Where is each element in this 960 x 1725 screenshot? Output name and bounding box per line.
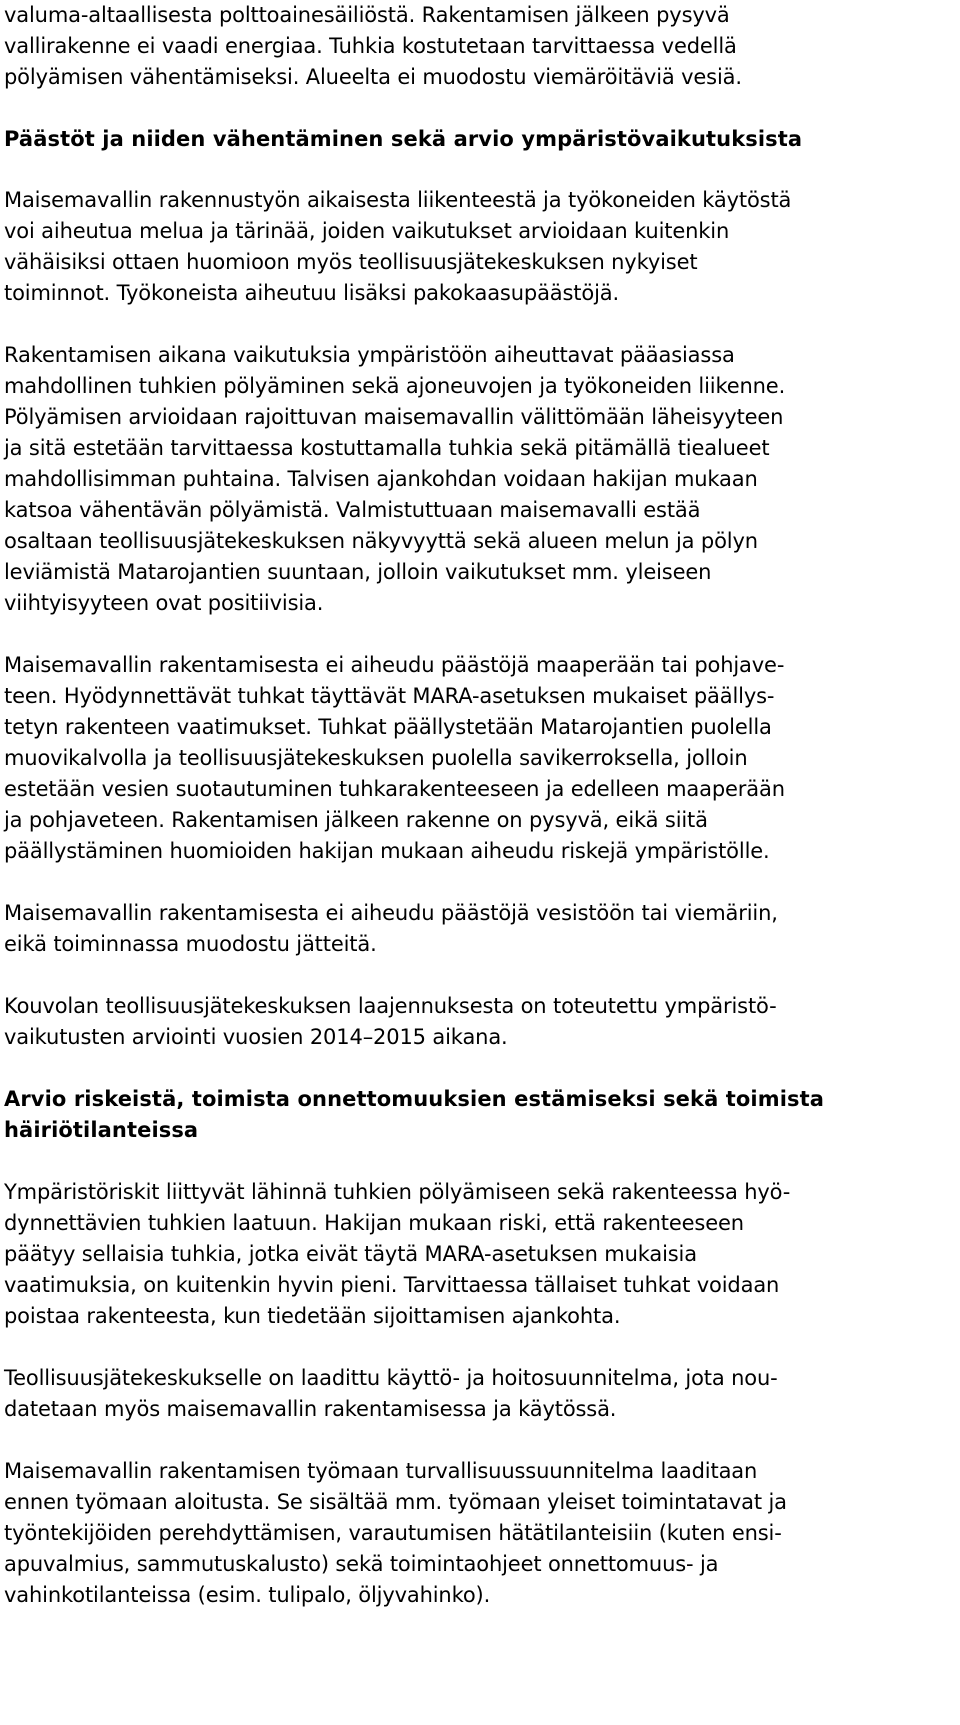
paragraph-line: Maisemavallin rakentamisesta ei aiheudu päästöjä maaperään tai pohjave- [4,653,785,677]
paragraph-line: osaltaan teollisuusjätekeskuksen näkyvyyttä sekä alueen melun ja pölyn [4,529,758,553]
paragraph-line: teen. Hyödynnettävät tuhkat täyttävät MARA-asetuksen mukaiset päällys- [4,684,775,708]
paragraph-line: ja pohjaveteen. Rakentamisen jälkeen rakenne on pysyvä, eikä siitä [4,808,708,832]
paragraph-line: Ympäristöriskit liittyvät lähinnä tuhkien pölyämiseen sekä rakenteessa hyö- [4,1180,791,1204]
paragraph-line: voi aiheutua melua ja tärinää, joiden vaikutukset arvioidaan kuitenkin [4,219,730,243]
paragraph-line: mahdollinen tuhkien pölyäminen sekä ajoneuvojen ja työkoneiden liikenne. [4,374,786,398]
paragraph-line: Kouvolan teollisuusjätekeskuksen laajennuksesta on toteutettu ympäristö- [4,994,777,1018]
section-heading: Päästöt ja niiden vähentäminen sekä arvio ympäristövaikutuksista [4,127,803,151]
paragraph-line: vahinkotilanteissa (esim. tulipalo, öljyvahinko). [4,1583,491,1607]
paragraph-line: päätyy sellaisia tuhkia, jotka eivät täytä MARA-asetuksen mukaisia [4,1242,697,1266]
paragraph-line: datetaan myös maisemavallin rakentamisessa ja käytössä. [4,1397,617,1421]
paragraph-line: Maisemavallin rakentamisesta ei aiheudu päästöjä vesistöön tai viemäriin, [4,901,778,925]
paragraph-line: vallirakenne ei vaadi energiaa. Tuhkia kostutetaan tarvittaessa vedellä [4,34,737,58]
paragraph-line: Maisemavallin rakentamisen työmaan turvallisuussuunnitelma laaditaan [4,1459,758,1483]
paragraph-line: päällystäminen huomioiden hakijan mukaan aiheudu riskejä ympäristölle. [4,839,770,863]
paragraph-line: Teollisuusjätekeskukselle on laadittu käyttö- ja hoitosuunnitelma, jota nou- [4,1366,778,1390]
paragraph-line: valuma-altaallisesta polttoainesäiliöstä. Rakentamisen jälkeen pysyvä [4,3,730,27]
paragraph-line: ja sitä estetään tarvittaessa kostuttamalla tuhkia sekä pitämällä tiealueet [4,436,770,460]
paragraph-line: katsoa vähentävän pölyämistä. Valmistuttuaan maisemavalli estää [4,498,701,522]
paragraph-line: ennen työmaan aloitusta. Se sisältää mm. työmaan yleiset toimintatavat ja [4,1490,787,1514]
paragraph-line: toiminnot. Työkoneista aiheutuu lisäksi pakokaasupäästöjä. [4,281,620,305]
paragraph-line: viihtyisyyteen ovat positiivisia. [4,591,324,615]
paragraph-line: leviämistä Matarojantien suuntaan, jolloin vaikutukset mm. yleiseen [4,560,712,584]
paragraph-line: Pölyämisen arvioidaan rajoittuvan maisemavallin välittömään läheisyyteen [4,405,784,429]
paragraph-line: estetään vesien suotautuminen tuhkarakenteeseen ja edelleen maaperään [4,777,785,801]
paragraph-line: työntekijöiden perehdyttämisen, varautumisen hätätilanteisiin (kuten ensi- [4,1521,782,1545]
paragraph-line: vähäisiksi ottaen huomioon myös teollisuusjätekeskuksen nykyiset [4,250,698,274]
paragraph-line: mahdollisimman puhtaina. Talvisen ajankohdan voidaan hakijan mukaan [4,467,758,491]
paragraph-line: dynnettävien tuhkien laatuun. Hakijan mukaan riski, että rakenteeseen [4,1211,744,1235]
section-heading: Arvio riskeistä, toimista onnettomuuksien estämiseksi sekä toimista [4,1087,825,1111]
section-heading: häiriötilanteissa [4,1118,199,1142]
paragraph-line: Maisemavallin rakennustyön aikaisesta liikenteestä ja työkoneiden käytöstä [4,188,792,212]
paragraph-line: apuvalmius, sammutuskalusto) sekä toimintaohjeet onnettomuus- ja [4,1552,719,1576]
paragraph-line: poistaa rakenteesta, kun tiedetään sijoittamisen ajankohta. [4,1304,621,1328]
paragraph-line: vaikutusten arviointi vuosien 2014–2015 aikana. [4,1025,508,1049]
paragraph-line: eikä toiminnassa muodostu jätteitä. [4,932,377,956]
paragraph-line: Rakentamisen aikana vaikutuksia ympäristöön aiheuttavat pääasiassa [4,343,735,367]
paragraph-line: muovikalvolla ja teollisuusjätekeskuksen puolella savikerroksella, jolloin [4,746,748,770]
paragraph-line: pölyämisen vähentämiseksi. Alueelta ei muodostu viemäröitäviä vesiä. [4,65,742,89]
paragraph-line: vaatimuksia, on kuitenkin hyvin pieni. Tarvittaessa tällaiset tuhkat voidaan [4,1273,780,1297]
paragraph-line: tetyn rakenteen vaatimukset. Tuhkat päällystetään Matarojantien puolella [4,715,772,739]
